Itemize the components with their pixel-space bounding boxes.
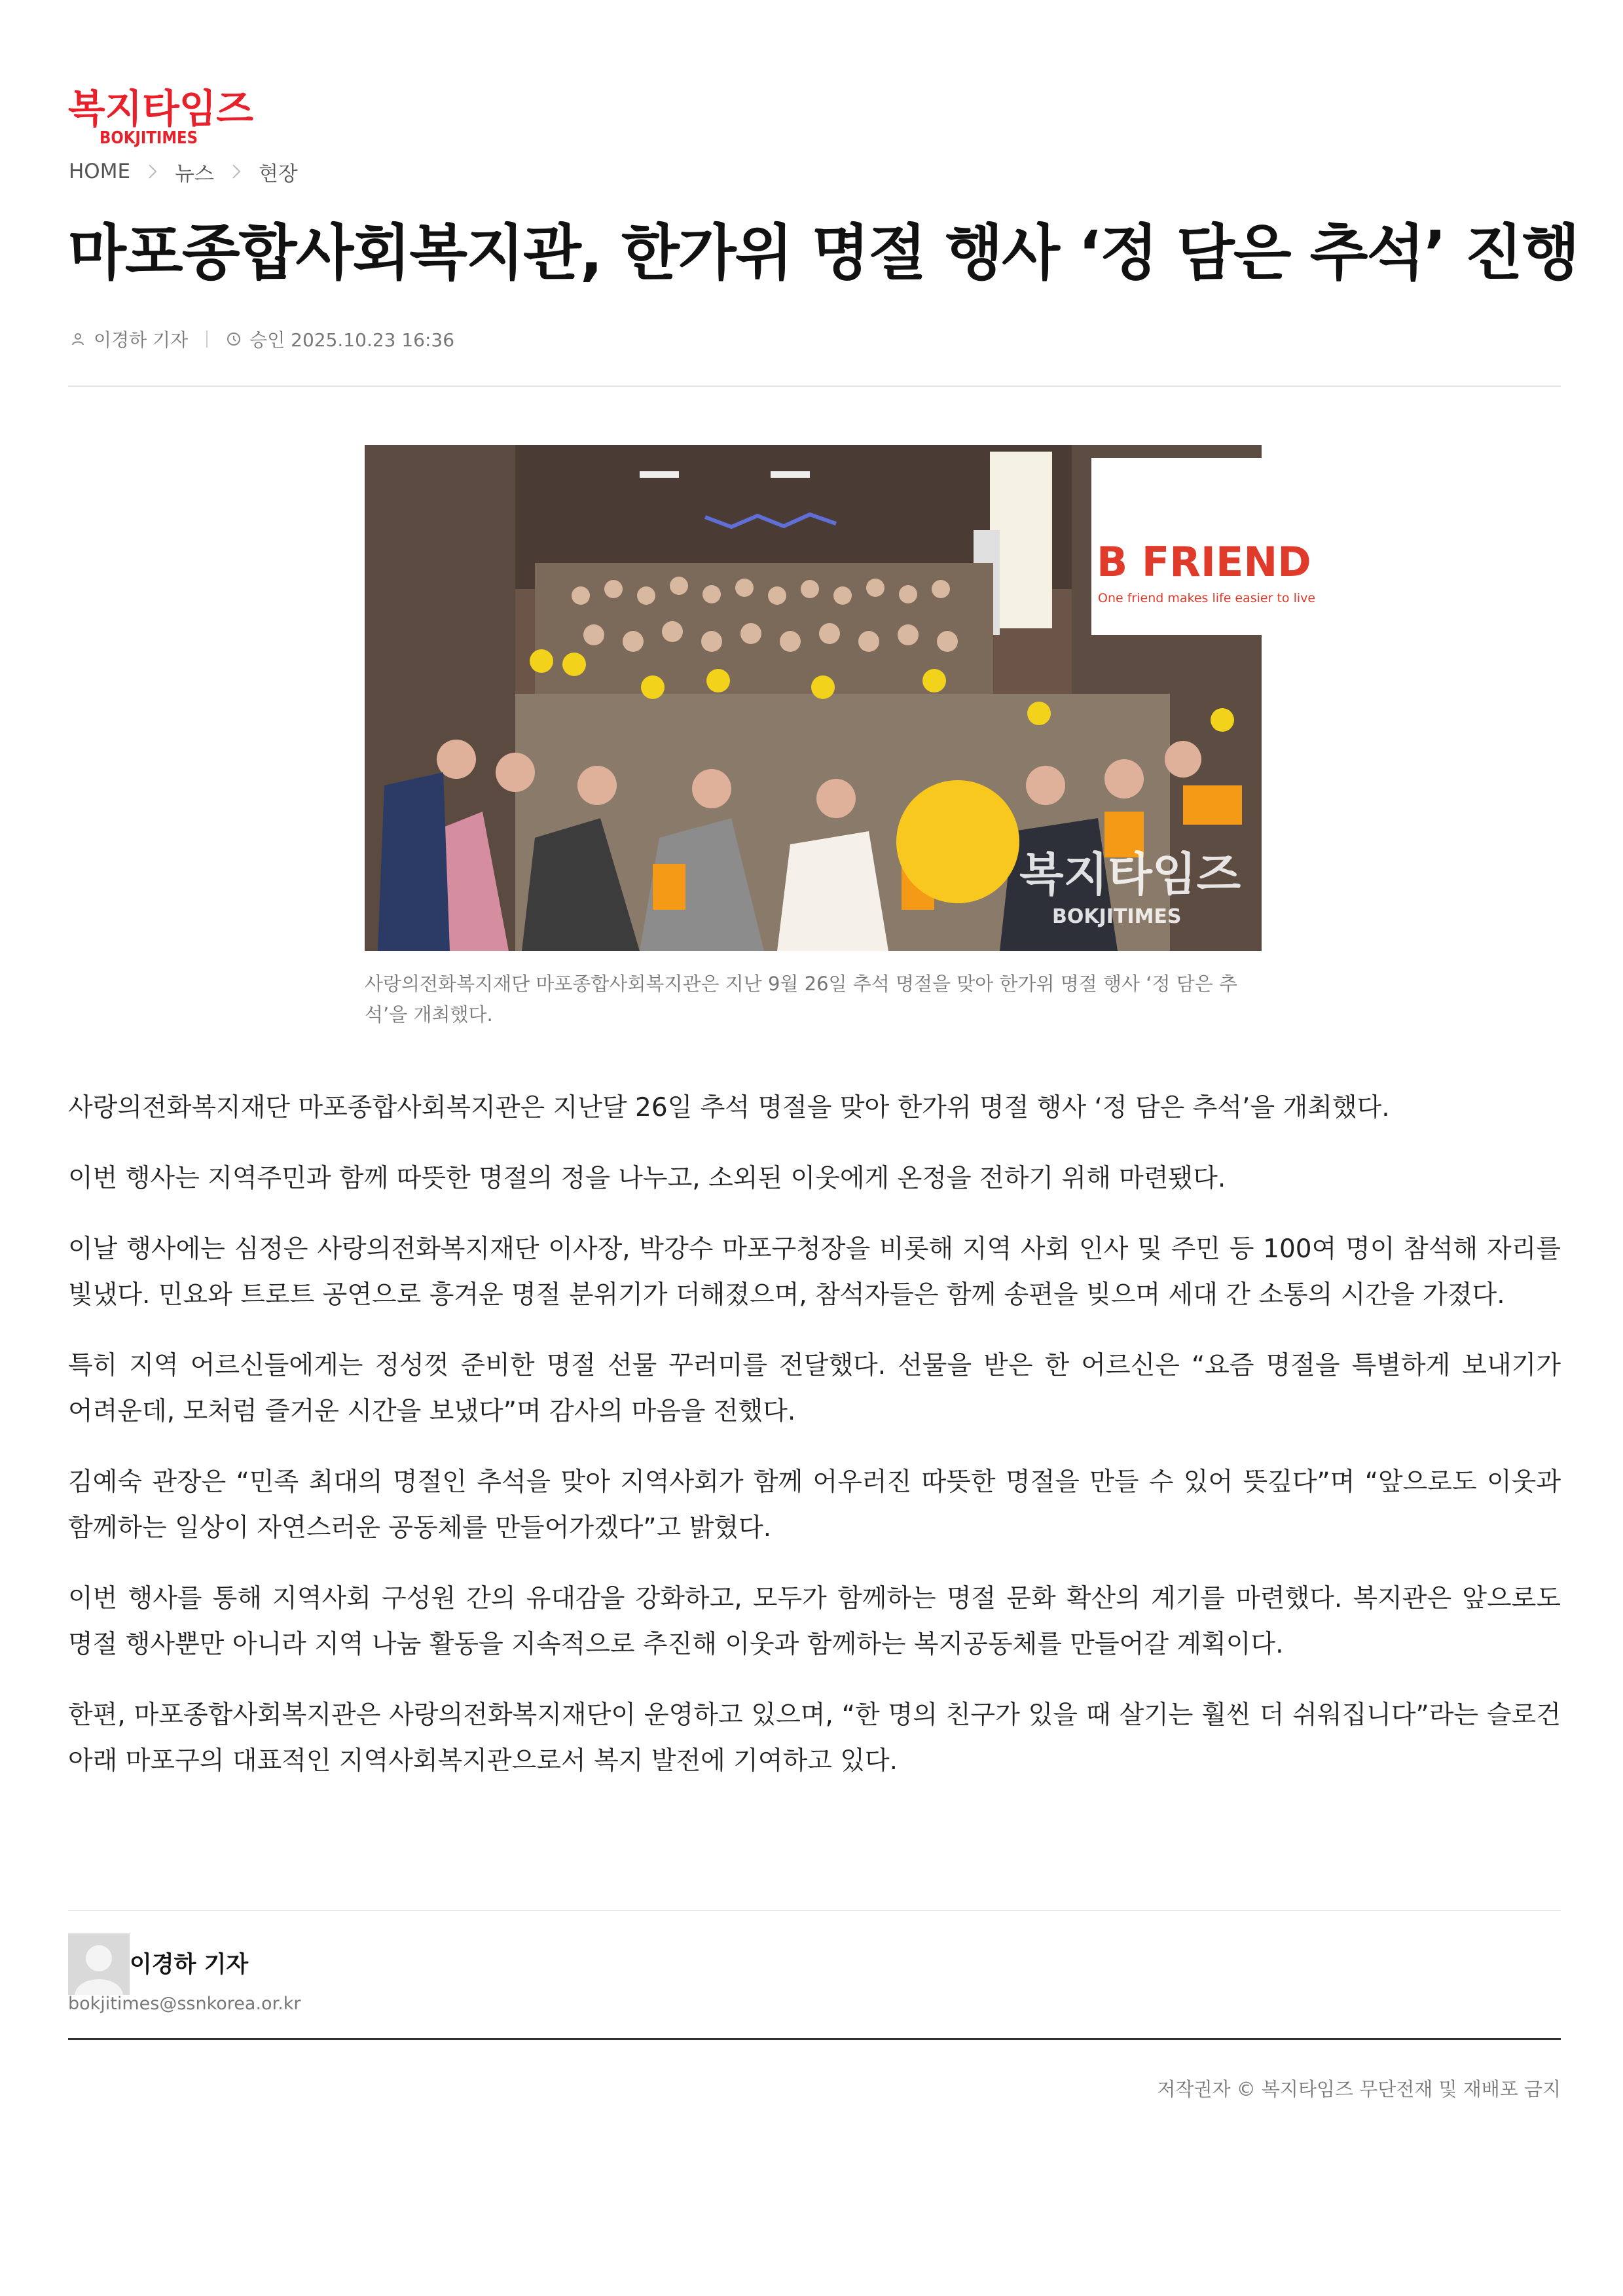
article-paragraph: 이날 행사에는 심정은 사랑의전화복지재단 이사장, 박강수 마포구청장을 비롯해 지역 사회 인사 및 주민 등 100여 명이 참석해 자리를 빛냈다. 민요와 트로트 공연으로 흥겨운 명절 분위기가 더해졌으며, 참석자들은 함께 송편을 빚으며 세대 간 소통의 시간을 가졌다. [68, 1234, 1561, 1310]
article-paragraph: 한편, 마포종합사회복지관은 사랑의전화복지재단이 운영하고 있으며, “한 명의 친구가 있을 때 살기는 훨씬 더 쉬워집니다”라는 슬로건 아래 마포구의 대표적인 지역사회복지관으로서 복지 발전에 기여하고 있다. [68, 1700, 1561, 1776]
site-logo[interactable] [68, 82, 255, 147]
article-paragraph: 특히 지역 어르신들에게는 정성껏 준비한 명절 선물 꾸러미를 전달했다. 선물을 받은 한 어르신은 “요즘 명절을 특별하게 보내기가 어려운데, 모처럼 즐거운 시간을 보냈다”며 감사의 마음을 전했다. [68, 1351, 1561, 1426]
breadcrumb-news[interactable]: 뉴스 [175, 162, 214, 186]
author-divider [68, 1910, 1561, 1911]
meta-divider [206, 331, 208, 348]
author-name[interactable]: 이경하 기자 [130, 1952, 249, 1978]
header-divider [68, 386, 1561, 387]
article-meta [70, 326, 454, 352]
photo-banner-subtext: One friend makes life easier to live [1098, 591, 1316, 605]
photo-caption: 사랑의전화복지재단 마포종합사회복지관은 지난 9월 26일 추석 명절을 맞아 한가위 명절 행사 ‘정 담은 추석’을 개최했다. [365, 973, 1237, 1026]
photo-watermark-latin: BOKJITIMES [1052, 905, 1182, 928]
event-photo-illustration [365, 445, 1316, 951]
photo-watermark-hangul: 복지타임즈 [1019, 848, 1241, 901]
article-photo[interactable] [365, 445, 1316, 951]
article-body [68, 1085, 1561, 1809]
copyright-notice: 저작권자 © 복지타임즈 무단전재 및 재배포 금지 [1157, 2078, 1561, 2100]
footer-divider [68, 2038, 1561, 2040]
article-title: 마포종합사회복지관, 한가위 명절 행사 ‘정 담은 추석’ 진행 [68, 218, 1579, 288]
author-email[interactable]: bokjitimes@ssnkorea.or.kr [68, 1994, 301, 2014]
meta-author[interactable]: 이경하 기자 [94, 329, 189, 351]
breadcrumb-home[interactable]: HOME [69, 160, 131, 183]
user-avatar-icon [68, 1933, 130, 1995]
logo-latin: BOKJITIMES [100, 128, 198, 148]
clock-icon [226, 331, 242, 347]
breadcrumb-field[interactable]: 현장 [258, 162, 298, 186]
logo-hangul: 복지타임즈 [68, 86, 254, 132]
article-paragraph: 이번 행사를 통해 지역사회 구성원 간의 유대감을 강화하고, 모두가 함께하는 명절 문화 확산의 계기를 마련했다. 복지관은 앞으로도 명절 행사뿐만 아니라 지역 나눔 활동을 지속적으로 추진해 이웃과 함께하는 복지공동체를 만들어갈 계획이다. [68, 1584, 1561, 1659]
breadcrumb [69, 155, 298, 188]
photo-banner-text: B FRIEND [1097, 538, 1311, 586]
article-paragraph: 사랑의전화복지재단 마포종합사회복지관은 지난달 26일 추석 명절을 맞아 한가위 명절 행사 ‘정 담은 추석’을 개최했다. [68, 1093, 1390, 1122]
avatar[interactable] [68, 1933, 130, 1995]
logo-graphic [68, 82, 255, 147]
chevron-right-icon [130, 163, 175, 180]
article-paragraph: 이번 행사는 지역주민과 함께 따뜻한 명절의 정을 나누고, 소외된 이웃에게 온정을 전하기 위해 마련됐다. [68, 1164, 1226, 1193]
chevron-right-icon [214, 163, 259, 180]
user-icon [70, 331, 86, 347]
article-paragraph: 김예숙 관장은 “민족 최대의 명절인 추석을 맞아 지역사회가 함께 어우러진 따뜻한 명절을 만들 수 있어 뜻깊다”며 “앞으로도 이웃과 함께하는 일상이 자연스러운 공동체를 만들어가겠다”고 밝혔다. [68, 1467, 1561, 1543]
meta-approved-date: 승인 2025.10.23 16:36 [249, 329, 455, 351]
